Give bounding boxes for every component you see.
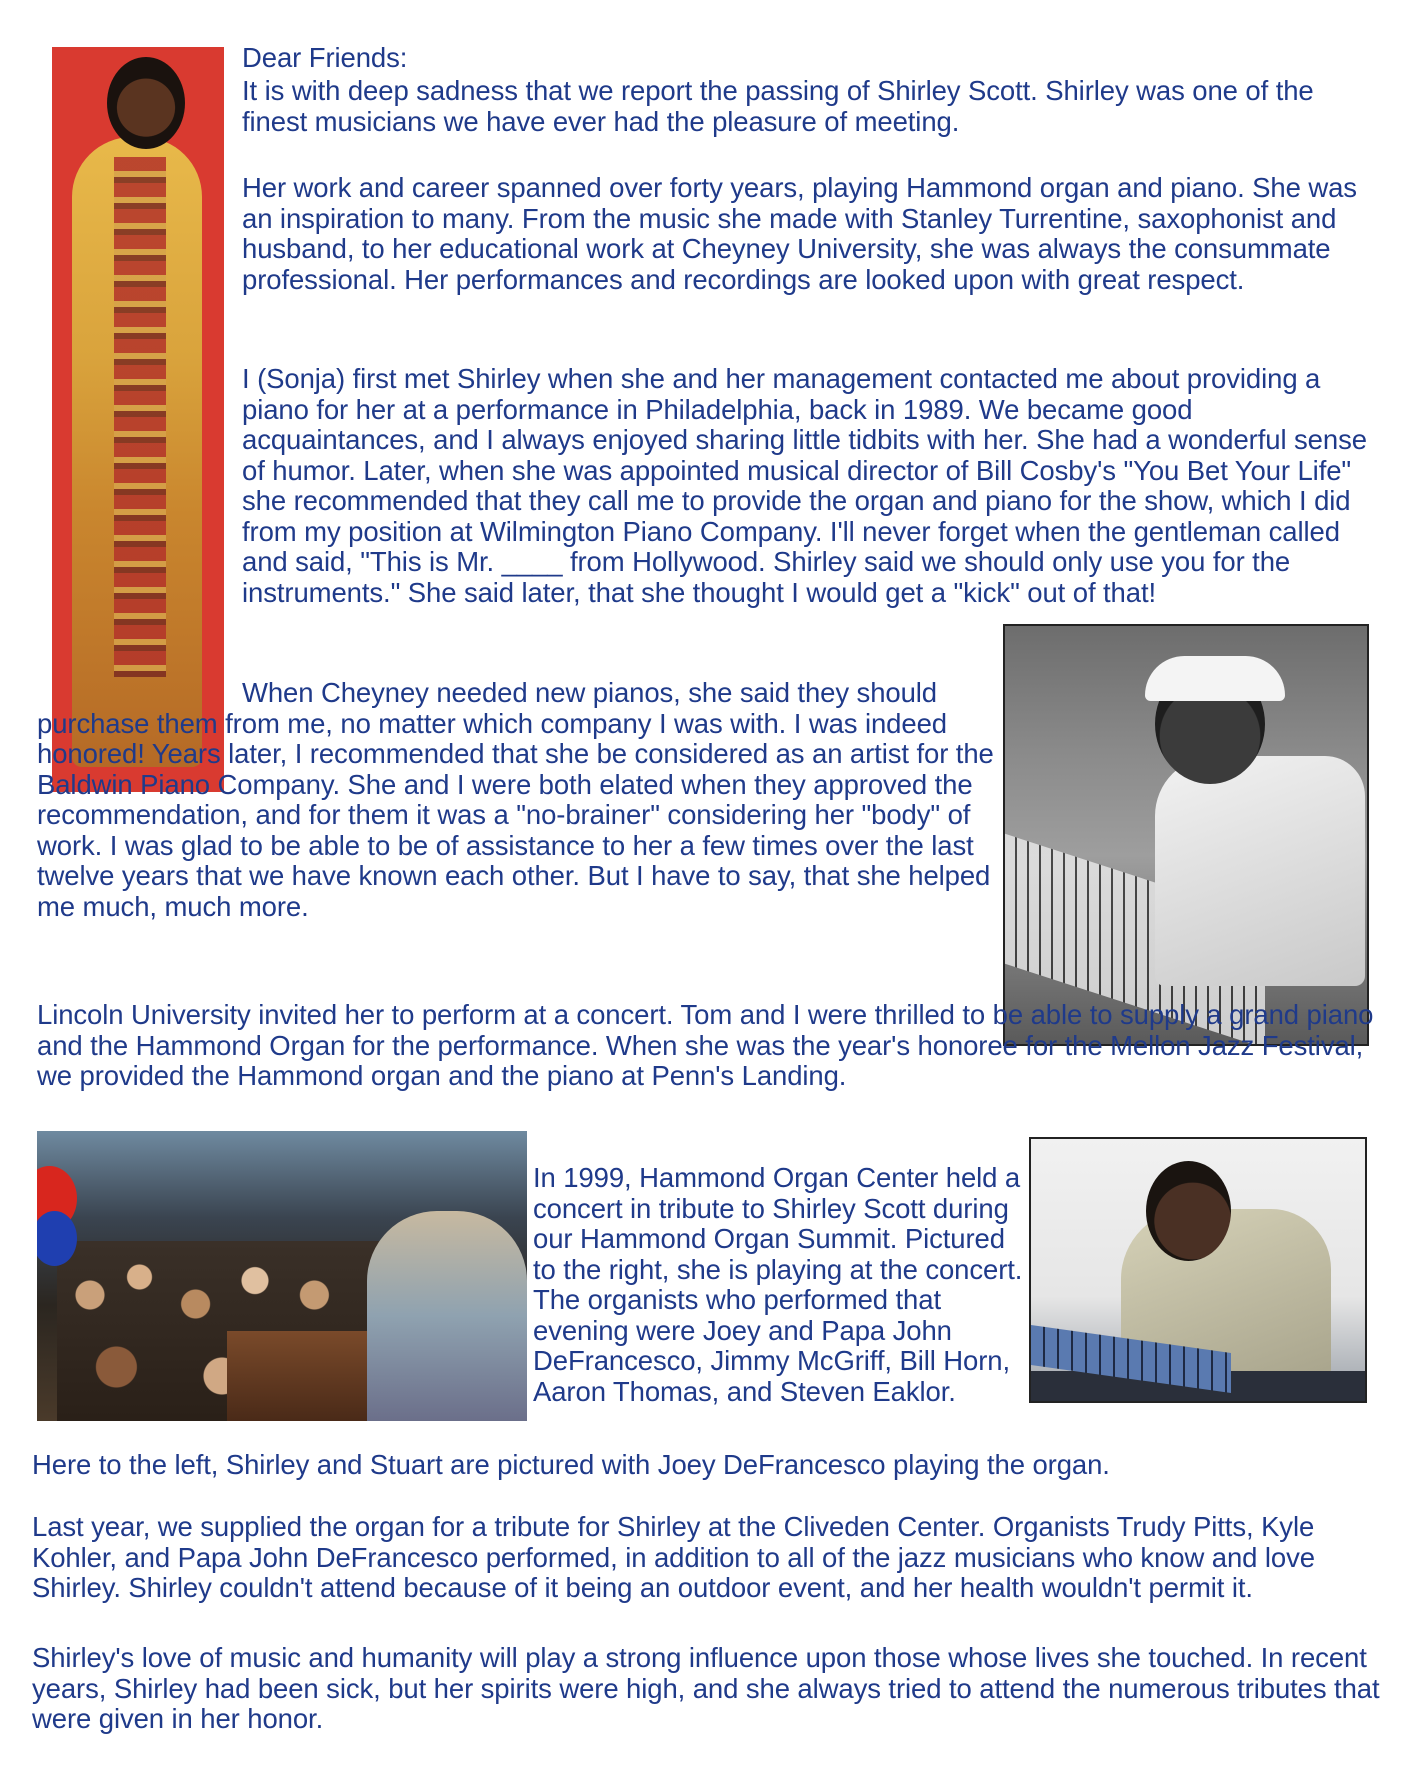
paragraph-summit: In 1999, Hammond Organ Center held a concert in tribute to Shirley Scott during our Hammond Organ Summit. Pictured to the right, she is playing at the concert. The organists who performed that evening were Joey and Papa John DeFrancesco, Jimmy McGriff, Bill Horn, Aaron Thomas, and Steven Eaklor. (533, 1162, 1023, 1407)
photo-concert-crowd (37, 1131, 527, 1421)
photo-shirley-organ-bw (1003, 624, 1369, 1046)
paragraph-lincoln: Lincoln University invited her to perform at a concert. Tom and I were thrilled to be able to supply a grand piano and the Hammond Organ for the performance. When she was the year's honoree for the Mellon Jazz Festival, we provided the Hammond organ and the piano at Penn's Landing. (37, 999, 1374, 1091)
paragraph-sonja: I (Sonja) first met Shirley when she and her management contacted me about providing a piano for her at a performance in Philadelphia, back in 1989. We became good acquaintances, and I always enjoyed sharing little tidbits with her. She had a wonderful sense of humor. Later, when she was appointed musical director of Bill Cosby's "You Bet Your Life" she recommended that they call me to provide the organ and piano for the show, which I did from my position at Wilmington Piano Company. I'll never forget when the gentleman called and said, "This is Mr. ____ from Hollywood. Shirley said we should only use you for the instruments." She said later, that she thought I would get a "kick" out of that! (242, 363, 1367, 608)
paragraph-cheyney: When Cheyney needed new pianos, she said they should purchase them from me, no matter which company I was with. I was indeed honored! Years later, I recommended that she be considered as an artist for the Baldwin Piano Company. She and I were both elated when they approved the recommendation, and for them it was a "no-brainer" considering her "body" of work. I was glad to be able to be of assistance to her a few times over the last twelve years that we have known each other. But I have to say, that she helped me much, much more. (37, 677, 994, 922)
greeting: Dear Friends: (242, 42, 408, 73)
photo-shirley-keyboard (1029, 1137, 1367, 1403)
shirt-shape (1155, 756, 1365, 986)
dress-pattern (114, 157, 166, 677)
paragraph-stuart: Here to the left, Shirley and Stuart are pictured with Joey DeFrancesco playing the organ. (32, 1449, 1110, 1480)
head-shape (1146, 1161, 1231, 1261)
paragraph-cliveden: Last year, we supplied the organ for a tribute for Shirley at the Cliveden Center. Organists Trudy Pitts, Kyle Kohler, and Papa John DeFrancesco performed, in addition to all of the jazz musicians who know and love Shirley. Shirley couldn't attend because of it being an outdoor event, and her health wouldn't permit it. (32, 1511, 1315, 1603)
paragraph-career: Her work and career spanned over forty years, playing Hammond organ and piano. She was an inspiration to many. From the music she made with Stanley Turrentine, saxophonist and husband, to her educational work at Cheyney University, she was always the consummate professional. Her performances and recordings are looked upon with great respect. (242, 172, 1357, 295)
paragraph-legacy: Shirley's love of music and humanity will play a strong influence upon those whose lives she touched. In recent years, Shirley had been sick, but her spirits were high, and she always tried to attend the numerous tributes that were given in her honor. (32, 1642, 1380, 1734)
paragraph-passing: It is with deep sadness that we report the passing of Shirley Scott. Shirley was one of the finest musicians we have ever had the pleasure of meeting. (242, 75, 1314, 137)
head-shape (107, 57, 185, 149)
person-back-shape (367, 1211, 527, 1421)
cap-shape (1145, 656, 1285, 701)
